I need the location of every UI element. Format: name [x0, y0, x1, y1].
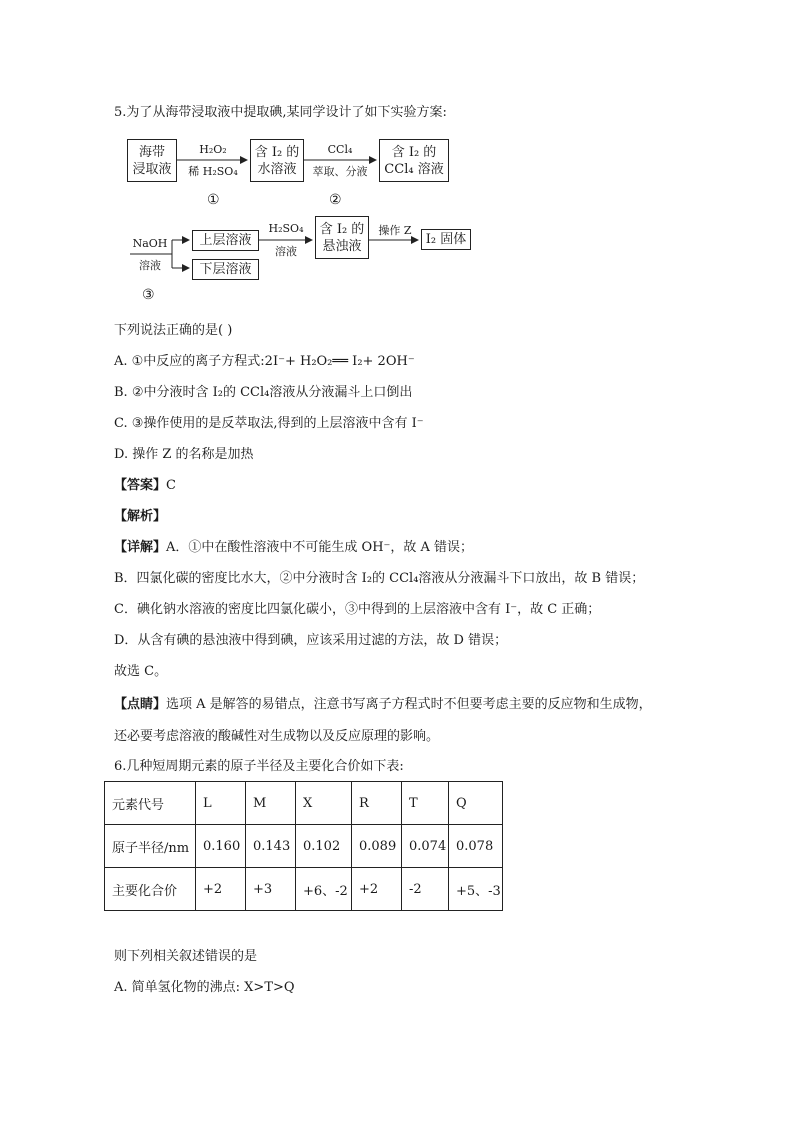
arrow2-bottom-label: 萃取、分液 [312, 165, 368, 178]
table-cell: +5、-3 [449, 868, 503, 911]
detail-tag: 【详解】 [114, 540, 167, 555]
table-cell: Q [449, 782, 503, 825]
naoh-top-label: NaOH [132, 237, 168, 250]
table-cell: 0.074 [402, 825, 449, 868]
arrow3-bottom-label: 溶液 [275, 245, 297, 258]
box-ccl4-line1: 含 I₂ 的 [391, 145, 437, 160]
answer-tag: 【答案】 [114, 478, 167, 493]
element-table [104, 781, 503, 911]
table-cell: +2 [196, 868, 246, 911]
q5-option-a: A. ①中反应的离子方程式:2I⁻+ H₂O₂══ I₂+ 2OH⁻ [114, 354, 415, 369]
tip-text-1: 选项 A 是解答的易错点，注意书写离子方程式时不但要考虑主要的反应物和生成物， [166, 697, 652, 712]
answer-value: C [166, 478, 176, 493]
box-seaweed-line1: 海带 [138, 145, 165, 160]
q5-conclusion: 故选 C。 [114, 664, 168, 679]
table-cell: -2 [402, 868, 449, 911]
q5-detail-b: B．四氯化碳的密度比水大，②中分液时含 I₂的 CCl₄溶液从分液漏斗下口放出，故 B 错误； [114, 571, 645, 586]
box-iodine-aqueous [250, 139, 304, 182]
box-susp-line2: 悬浊液 [322, 239, 362, 254]
detail-a-text: A．①中在酸性溶液中不可能生成 OH⁻，故 A 错误； [166, 540, 474, 555]
table-cell: 主要化合价 [105, 868, 196, 911]
table-cell: L [196, 782, 246, 825]
q6-prompt: 则下列相关叙述错误的是 [114, 949, 258, 964]
table-cell: M [246, 782, 296, 825]
box-iodine-suspension [315, 216, 369, 259]
table-cell: 0.078 [449, 825, 503, 868]
box-aq-line2: 水溶液 [257, 162, 297, 177]
table-cell: +6、-2 [296, 868, 352, 911]
box-upper-layer: 上层溶液 [192, 230, 259, 251]
table-cell: R [352, 782, 402, 825]
arrow1-bottom-label: 稀 H₂SO₄ [188, 165, 238, 178]
box-ccl4-line2: CCl₄ 溶液 [384, 162, 444, 177]
table-cell: 原子半径/nm [105, 825, 196, 868]
tip-tag: 【点睛】 [114, 697, 167, 712]
table-cell: 元素代号 [105, 782, 196, 825]
table-row [105, 825, 503, 868]
arrow3-top-label: H₂SO₄ [268, 222, 304, 235]
table-cell: T [402, 782, 449, 825]
box-seaweed-extract [127, 139, 177, 182]
step-1-marker: ① [207, 192, 220, 208]
table-cell: 0.160 [196, 825, 246, 868]
q5-stem: 5.为了从海带浸取液中提取碘,某同学设计了如下实验方案: [114, 105, 447, 120]
box-susp-line1: 含 I₂ 的 [319, 222, 365, 237]
q5-tip [114, 696, 652, 714]
q5-prompt: 下列说法正确的是( ) [114, 323, 233, 338]
box-iodine-solid: I₂ 固体 [421, 229, 471, 250]
step-3-marker: ③ [142, 287, 155, 303]
q5-analysis-tag: 【解析】 [114, 509, 167, 524]
table-cell: X [296, 782, 352, 825]
step-2-marker: ② [329, 192, 342, 208]
table-cell: 0.089 [352, 825, 402, 868]
box-iodine-ccl4 [379, 139, 449, 182]
naoh-bottom-label: 溶液 [139, 259, 161, 272]
table-row [105, 782, 503, 825]
q5-option-c: C. ③操作使用的是反萃取法,得到的上层溶液中含有 I⁻ [114, 416, 424, 431]
arrow1-top-label: H₂O₂ [199, 143, 227, 156]
q5-answer [114, 477, 176, 495]
box-seaweed-line2: 浸取液 [132, 162, 172, 177]
table-cell: +3 [246, 868, 296, 911]
arrow4-top-label: 操作 Z [378, 224, 412, 237]
q5-option-b: B. ②中分液时含 I₂的 CCl₄溶液从分液漏斗上口倒出 [114, 385, 413, 400]
q5-detail-c: C．碘化钠水溶液的密度比四氯化碳小，③中得到的上层溶液中含有 I⁻，故 C 正确； [114, 602, 601, 617]
q5-detail-d: D．从含有碘的悬浊液中得到碘，应该采用过滤的方法，故 D 错误； [114, 633, 508, 648]
table-row [105, 868, 503, 911]
q6-stem: 6.几种短周期元素的原子半径及主要化合价如下表: [114, 759, 404, 774]
q6-option-a: A. 简单氢化物的沸点: X>T>Q [114, 980, 295, 995]
q5-detail-a [114, 539, 473, 557]
arrow2-top-label: CCl₄ [327, 143, 353, 156]
table-cell: 0.102 [296, 825, 352, 868]
table-cell: 0.143 [246, 825, 296, 868]
table-cell: +2 [352, 868, 402, 911]
box-lower-layer: 下层溶液 [192, 259, 259, 280]
box-aq-line1: 含 I₂ 的 [254, 145, 300, 160]
q5-tip-line2: 还必要考虑溶液的酸碱性对生成物以及反应原理的影响。 [114, 729, 440, 744]
q5-option-d: D. 操作 Z 的名称是加热 [114, 447, 254, 462]
